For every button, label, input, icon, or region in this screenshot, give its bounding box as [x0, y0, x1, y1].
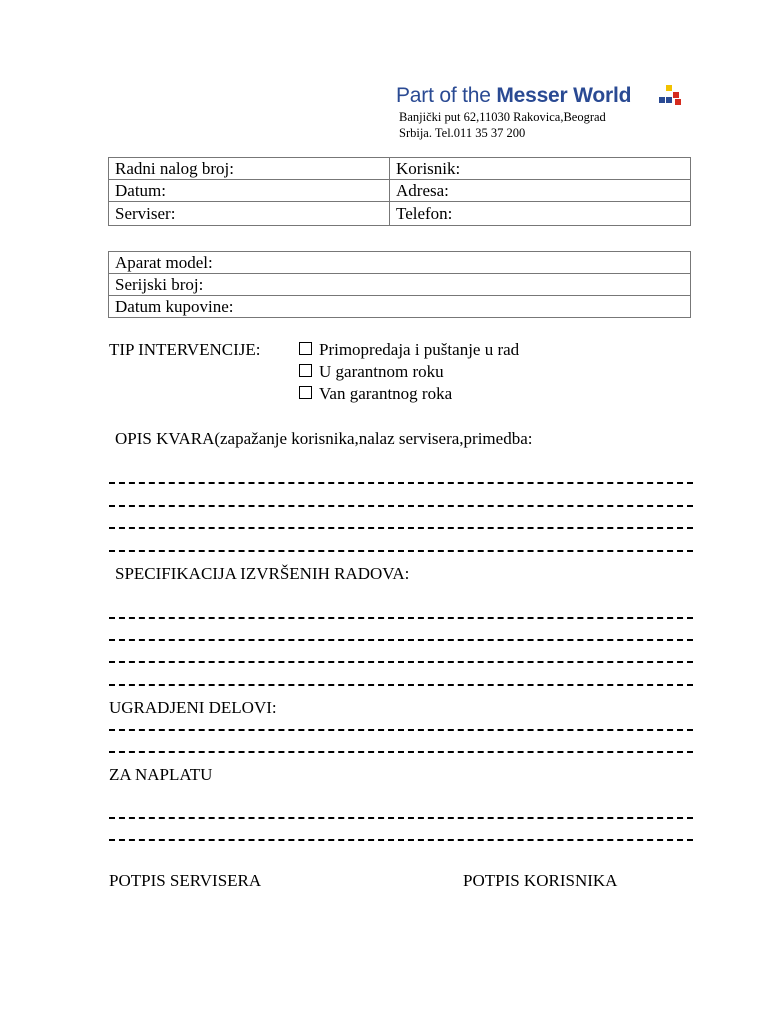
write-line[interactable] — [109, 817, 693, 819]
write-line[interactable] — [109, 505, 693, 507]
table-row — [109, 158, 691, 180]
technician-signature-label: POTPIS SERVISERA — [109, 871, 262, 890]
company-address — [399, 109, 606, 141]
work-specification-heading: SPECIFIKACIJA IZVRŠENIH RADOVA: — [115, 564, 410, 583]
customer-signature-label: POTPIS KORISNIKA — [463, 871, 618, 890]
intervention-type-label: TIP INTERVENCIJE: — [109, 340, 261, 359]
write-line[interactable] — [109, 684, 693, 686]
option-under-warranty[interactable] — [299, 362, 444, 382]
device-table — [108, 251, 691, 318]
billing-heading: ZA NAPLATU — [109, 765, 213, 784]
option-label: Primopredaja i puštanje u rad — [319, 340, 520, 359]
checkbox-icon[interactable] — [299, 386, 312, 399]
fault-description-heading: OPIS KVARA(zapažanje korisnika,nalaz servisera,primedba: — [115, 429, 533, 448]
table-row — [109, 180, 691, 202]
option-out-of-warranty[interactable] — [299, 384, 452, 404]
field-customer[interactable]: Korisnik: — [390, 158, 691, 180]
write-line[interactable] — [109, 639, 693, 641]
write-line[interactable] — [109, 550, 693, 552]
field-date[interactable]: Datum: — [109, 180, 390, 202]
messer-logo-mark-icon — [656, 85, 682, 107]
checkbox-icon[interactable] — [299, 342, 312, 355]
table-row — [109, 296, 691, 318]
field-address[interactable]: Adresa: — [390, 180, 691, 202]
field-technician[interactable]: Serviser: — [109, 202, 390, 226]
field-work-order-number[interactable]: Radni nalog broj: — [109, 158, 390, 180]
write-line[interactable] — [109, 661, 693, 663]
field-device-model[interactable]: Aparat model: — [109, 252, 691, 274]
installed-parts-heading: UGRADJENI DELOVI: — [109, 698, 277, 717]
logo-text-bold: Messer World — [496, 84, 632, 107]
address-line: Banjički put 62,11030 Rakovica,Beograd — [399, 110, 606, 124]
write-line[interactable] — [109, 527, 693, 529]
write-line[interactable] — [109, 751, 693, 753]
work-order-table — [108, 157, 691, 226]
write-line[interactable] — [109, 617, 693, 619]
table-row — [109, 202, 691, 226]
table-row — [109, 274, 691, 296]
table-row — [109, 252, 691, 274]
option-label: Van garantnog roka — [319, 384, 453, 403]
logo-text-regular: Part of the — [396, 84, 497, 107]
option-handover[interactable] — [299, 340, 519, 360]
field-serial-number[interactable]: Serijski broj: — [109, 274, 691, 296]
write-line[interactable] — [109, 482, 693, 484]
checkbox-icon[interactable] — [299, 364, 312, 377]
field-purchase-date[interactable]: Datum kupovine: — [109, 296, 691, 318]
address-line: Srbija. Tel.011 35 37 200 — [399, 126, 526, 140]
field-phone[interactable]: Telefon: — [390, 202, 691, 226]
write-line[interactable] — [109, 839, 693, 841]
messer-logo — [396, 84, 631, 110]
option-label: U garantnom roku — [319, 362, 444, 381]
write-line[interactable] — [109, 729, 693, 731]
